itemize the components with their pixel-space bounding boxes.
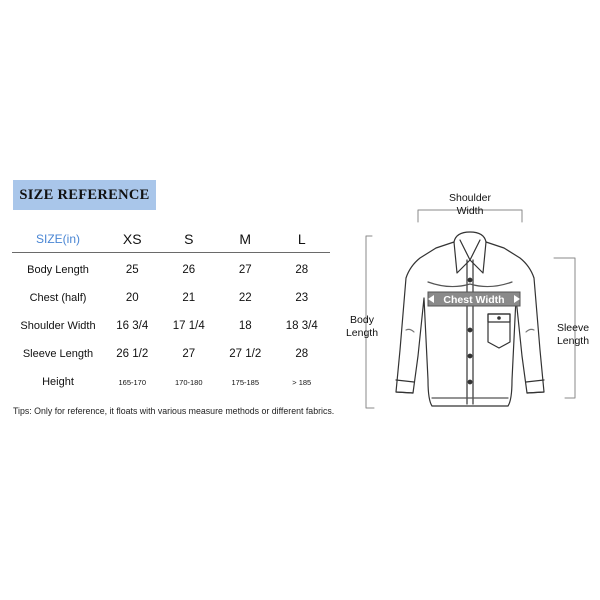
table-cell: 23 (295, 292, 309, 304)
table-cell: 27 1/2 (229, 348, 262, 360)
table-row (12, 284, 330, 312)
row-label-body-length: Body Length (27, 264, 89, 276)
table-cell: 16 3/4 (116, 320, 149, 332)
table-cell: > 185 (292, 377, 312, 387)
shoulder-width-line-1: Shoulder (448, 192, 492, 204)
chest-width-label: Chest Width (443, 294, 505, 306)
shoulder-width-line-2: Width (456, 205, 484, 217)
title-banner (13, 180, 156, 210)
size-m-header: M (217, 226, 274, 253)
shoulder-width-label (442, 192, 498, 218)
body-length-line-1: Body (350, 314, 374, 326)
table-cell: 165-170 (118, 377, 147, 387)
table-row (12, 368, 330, 396)
table-cell: 28 (295, 264, 309, 276)
sleeve-length-line-1: Sleeve (556, 322, 590, 334)
table-cell: 26 1/2 (116, 348, 149, 360)
size-header-row (12, 226, 330, 253)
size-xs-header: XS (104, 226, 161, 253)
table-cell: 25 (125, 264, 139, 276)
table-cell: 17 1/4 (172, 320, 205, 332)
row-label-chest: Chest (half) (29, 292, 87, 304)
table-cell: 18 3/4 (285, 320, 318, 332)
table-cell: 27 (238, 264, 252, 276)
size-s-header: S (161, 226, 218, 253)
page-title: SIZE REFERENCE (19, 186, 150, 203)
size-table (12, 226, 330, 396)
table-row (12, 253, 330, 285)
size-l-header: L (274, 226, 331, 253)
table-cell: 27 (182, 348, 196, 360)
table-row (12, 340, 330, 368)
table-cell: 175-185 (231, 377, 260, 387)
table-row (12, 312, 330, 340)
body-length-line-2: Length (345, 327, 379, 339)
sleeve-length-label (550, 322, 596, 348)
size-unit-header: SIZE(in) (12, 226, 104, 253)
table-cell: 28 (295, 348, 309, 360)
tips-note: Tips: Only for reference, it floats with various measure methods or different fabrics. (13, 406, 335, 416)
table-cell: 21 (182, 292, 196, 304)
row-label-shoulder-width: Shoulder Width (20, 320, 96, 332)
table-cell: 170-180 (174, 377, 203, 387)
table-cell: 26 (182, 264, 196, 276)
table-cell: 20 (125, 292, 139, 304)
shirt-measurement-diagram (340, 180, 600, 420)
body-length-label (342, 314, 382, 340)
table-cell: 22 (238, 292, 252, 304)
table-cell: 18 (238, 320, 252, 332)
row-label-sleeve-length: Sleeve Length (22, 348, 94, 360)
row-label-height: Height (42, 376, 74, 388)
sleeve-length-line-2: Length (556, 335, 590, 347)
